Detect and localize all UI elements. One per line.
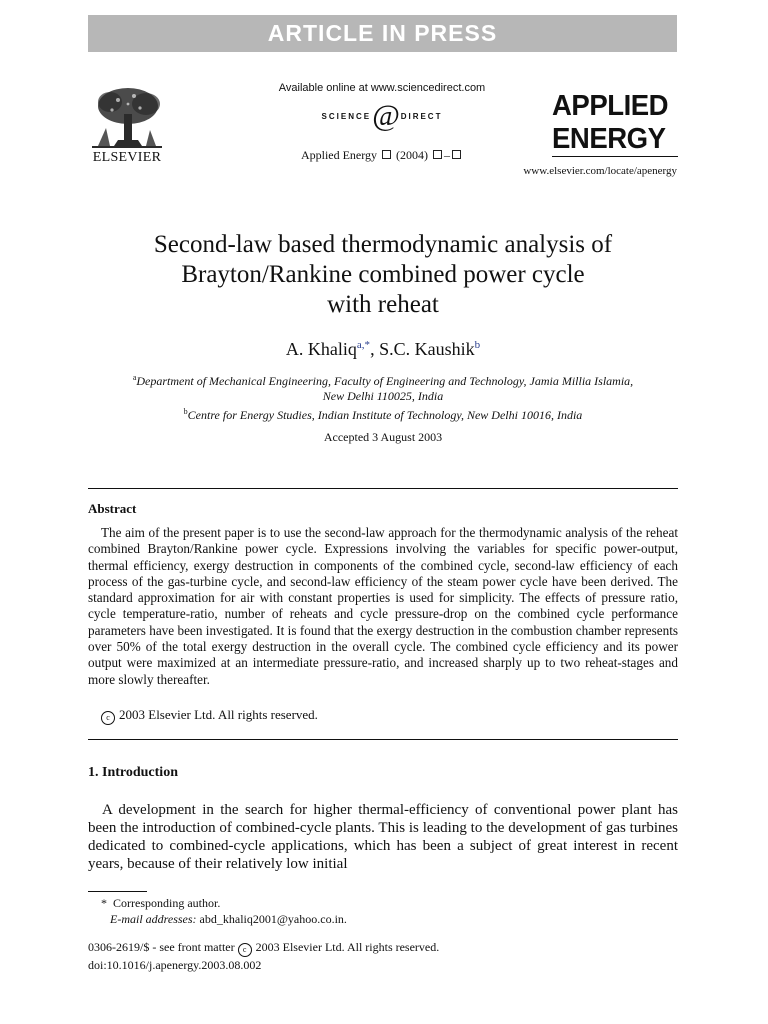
- author-name: A. Khaliq: [285, 339, 357, 359]
- journal-title: [552, 90, 672, 156]
- footnote-corresponding-text: Corresponding author.: [113, 896, 221, 910]
- journal-url[interactable]: www.elsevier.com/locate/apenergy: [523, 165, 677, 177]
- sciencedirect-at-icon: @: [372, 99, 400, 132]
- abstract-top-rule: [88, 488, 678, 489]
- issn-line: [88, 939, 439, 957]
- affiliation-label: b: [183, 407, 188, 416]
- footnote-marker: *: [101, 896, 107, 910]
- affiliation-b: [88, 404, 678, 423]
- abstract-bottom-rule: [88, 739, 678, 740]
- copyright-icon: c: [101, 711, 115, 725]
- sciencedirect-brand-right: DIRECT: [400, 111, 443, 121]
- footnote-email: [101, 911, 347, 927]
- introduction-body: A development in the search for higher thermal-efficiency of conventional power plant has been the introduction of combined-cycle plants. This is leading to the development of gas turbines dedicated to combined-cycle applications, which has been a subject of great interest in recent years, because of their relatively low initial: [88, 802, 678, 872]
- abstract-body: The aim of the present paper is to use the second-law approach for the thermodynamic analysis of the reheat combined Brayton/Rankine power cycle. Expressions involving the variables for specific power-output, thermal efficiency, exergy destruction in components of the combined cycle, second-law efficiency of each process of the gas-turbine cycle, and second-law efficiency of the steam power cycle have been derived. The standard approximation for air with constant properties is used for simplicity. The effects of pressure ratio, cycle temperature-ratio, number of reheats and cycle pressure-drop on the combined cycle performance parameters have been investigated. It is found that the exergy destruction in the combustion chamber represents over 50% of the total exergy destruction in the overall cycle. The combined cycle efficiency and its power output were maximized at an intermediate pressure-ratio, and increased sharply up to two reheat-stages and more slowly thereafter.: [88, 525, 678, 687]
- journal-title-divider: [552, 156, 678, 157]
- author-affil-link[interactable]: b: [474, 339, 481, 351]
- footnote: [101, 895, 347, 927]
- author-affil-link[interactable]: a,*: [356, 339, 371, 351]
- placeholder-box-icon: [452, 150, 461, 159]
- paper-title: [88, 230, 678, 320]
- placeholder-box-icon: [382, 150, 391, 159]
- paper-title-line: Second-law based thermodynamic analysis of: [153, 231, 613, 258]
- affiliations: [88, 370, 678, 423]
- copyright-icon: c: [238, 943, 252, 957]
- placeholder-box-icon: [433, 150, 442, 159]
- elsevier-tree-icon: [88, 84, 166, 150]
- footnote-email-label: E-mail addresses:: [110, 912, 197, 926]
- doi[interactable]: doi:10.1016/j.apenergy.2003.08.002: [88, 958, 262, 972]
- sciencedirect-logo: [266, 100, 498, 132]
- front-matter: [88, 939, 439, 973]
- affiliation-label: a: [132, 373, 137, 382]
- publisher-name: ELSEVIER: [92, 150, 162, 165]
- footnote-rule: [88, 891, 147, 892]
- author-name: , S.C. Kaushik: [370, 339, 475, 359]
- footnote-email-address[interactable]: abd_khaliq2001@yahoo.co.in.: [199, 912, 347, 926]
- journal-citation: Applied Energy (2004) –: [266, 148, 498, 163]
- journal-citation-year: (2004): [396, 148, 429, 162]
- front-matter-copyright: 2003 Elsevier Ltd. All rights reserved.: [255, 940, 440, 954]
- authors: [88, 339, 678, 360]
- section-heading: 1. Introduction: [88, 765, 178, 780]
- accepted-date: Accepted 3 August 2003: [323, 430, 443, 444]
- affiliation-text: Department of Mechanical Engineering, Faculty of Engineering and Technology, Jamia Millia Islamia,: [136, 374, 634, 388]
- abstract-copyright: [101, 707, 318, 725]
- sciencedirect-online-text: Available online at www.sciencedirect.com: [278, 82, 486, 94]
- paper-title-line: Brayton/Rankine combined power cycle: [181, 261, 585, 288]
- abstract-heading: Abstract: [88, 501, 137, 516]
- sciencedirect-brand-left: SCIENCE: [321, 111, 372, 121]
- journal-citation-name: Applied Energy: [300, 148, 378, 162]
- affiliation-a-cont: New Delhi 110025, India: [322, 389, 444, 403]
- copyright-text: 2003 Elsevier Ltd. All rights reserved.: [119, 707, 318, 722]
- journal-title-line2: ENERGY: [552, 123, 666, 155]
- journal-title-line1: APPLIED: [552, 90, 669, 122]
- paper-title-line: with reheat: [327, 291, 439, 318]
- issn-text: 0306-2619/$ - see front matter: [88, 940, 235, 954]
- footnote-corresponding: [101, 895, 347, 911]
- affiliation-a: [88, 370, 678, 389]
- article-in-press-banner: ARTICLE IN PRESS: [88, 15, 677, 52]
- affiliation-text: Centre for Energy Studies, Indian Institute of Technology, New Delhi 10016, India: [187, 408, 583, 422]
